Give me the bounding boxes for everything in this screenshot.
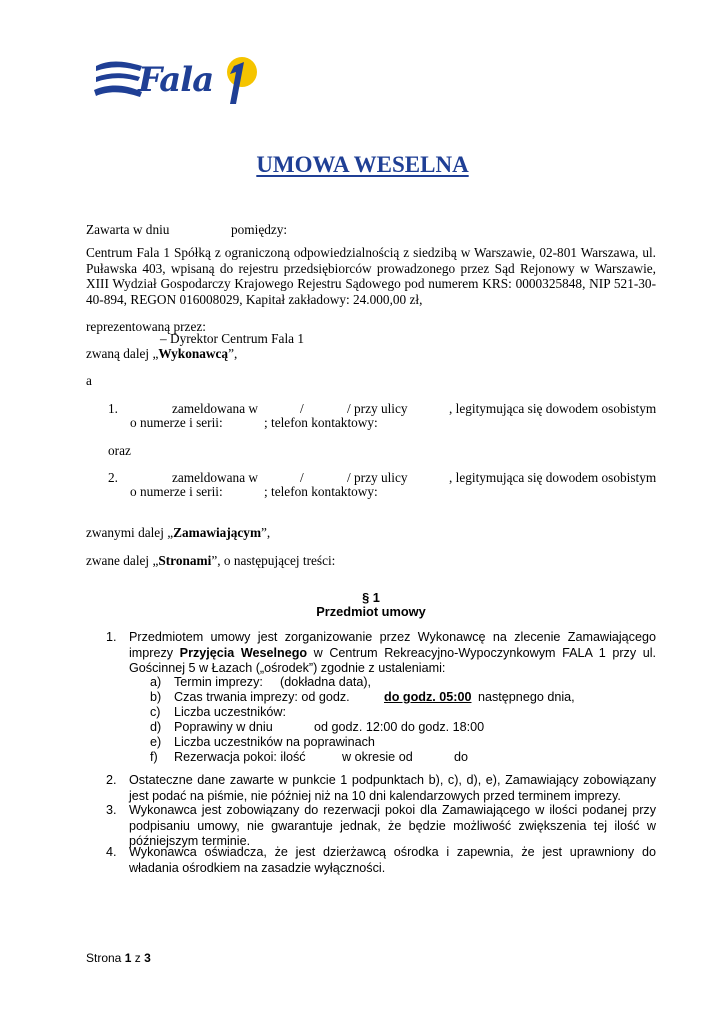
and-text: a bbox=[86, 373, 92, 388]
contractor-definition: zwaną dalej „Wykonawcą”, bbox=[86, 346, 238, 361]
company-description: Centrum Fala 1 Spółką z ograniczoną odpowiedzialnością z siedzibą w Warszawie, 02-801 Warszawa, ul. Puławska 403, wpisaną do rejestru przedsiębiorców prowadzonego przez Sąd Rejonowy w Warszawie, XIII Wydział Gospodarczy Krajowego Rejestru Sądowego pod numerem KRS: 0000325848, NIP 521-30-40-894, REGON 016008029, Kapitał zakładowy: 24.000,00 zł, bbox=[86, 245, 656, 307]
represented-person: – Dyrektor Centrum Fala 1 bbox=[160, 331, 305, 346]
clients-definition: zwanymi dalej „Zamawiającym”, bbox=[86, 525, 271, 540]
document-title: UMOWA WESELNA bbox=[256, 152, 469, 177]
section-number: § 1 bbox=[362, 590, 380, 605]
page-footer: Strona 1 z 3 bbox=[86, 951, 151, 965]
section-heading: Przedmiot umowy bbox=[316, 604, 426, 619]
subitem-b: b) Czas trwania imprezy: od godz. do godz. 05:00 następnego dnia, bbox=[150, 690, 575, 704]
subitem-c: c) Liczba uczestników: bbox=[150, 705, 286, 719]
clause-1: 1. Przedmiotem umowy jest zorganizowanie przez Wykonawcę na zlecenie Zamawiającego imprezy Przyjęcia Weselnego w Centrum Rekreacyjno-Wypoczynkowym FALA 1 przy ul. Gościnnej 5 w Łazach („ośrodek”) zgodnie z ustaleniami: bbox=[106, 630, 657, 675]
oraz-text: oraz bbox=[108, 443, 131, 458]
clause-3: 3. Wykonawca jest zobowiązany do rezerwacji pokoi dla Zamawiającego w ilości podanej przy podpisaniu umowy, nie gwarantuje jednak, że będzie możliwość zwiększenia tej ilość w późniejszym terminie. bbox=[106, 803, 656, 848]
intro-between: pomiędzy: bbox=[231, 222, 288, 237]
intro-date: Zawarta w dniu bbox=[86, 222, 170, 237]
subitem-a: a) Termin imprezy: (dokładna data), bbox=[150, 675, 372, 689]
logo-text: Fala bbox=[138, 60, 214, 100]
subitem-e: e) Liczba uczestników na poprawinach bbox=[150, 735, 375, 749]
subitem-d: d) Poprawiny w dniu od godz. 12:00 do godz. 18:00 bbox=[150, 720, 485, 734]
sides-definition: zwane dalej „Stronami”, o następującej treści: bbox=[86, 553, 336, 568]
subitem-f: f) Rezerwacja pokoi: ilość w okresie od do bbox=[150, 750, 469, 764]
clause-4: 4. Wykonawca oświadcza, że jest dzierżawcą ośrodka i zapewnia, że jest uprawniony do władania ośrodkiem na zasadzie wyłączności. bbox=[106, 845, 656, 875]
represented-label: reprezentowaną przez: bbox=[86, 319, 206, 334]
clause-2: 2. Ostateczne dane zawarte w punkcie 1 podpunktach b), c), d), e), Zamawiający zobowiązany jest podać na piśmie, nie później niż na 10 dni kalendarzowych przed terminem imprezy. bbox=[106, 773, 656, 803]
fala1-logo bbox=[94, 56, 262, 114]
document-page: Fala UMOWA WESELNA Zawarta w dniu pomiędzy: Centrum Fala 1 Spółką z ograniczoną odpowiedzialnością z siedzibą w Warszawie, 02-801 Warszawa, ul. Puławska 403, wpisaną do rejestru przedsiębiorców prowadzonego przez Sąd Rejonowy w Warszawie, XIII Wydział Gospodarczy Krajowego Rejestru Sądowego pod numerem KRS: 0000325848, NIP 521-30-40-894, REGON 016008029, Kapitał zakładowy: 24.000,00 zł, reprezentowaną przez: – Dyrektor Centrum Fala 1 zwaną dalej „Wykonawcą”, a 1. zameldowana w / / przy ulicy , legitymująca się dowodem osobistym o numerze i serii: ; telefon kontaktowy: oraz 2. zameldowana w / / przy ulicy , legitymująca się dowodem osobistym o numerze i serii: ; telefon kontaktowy: zwanymi dalej „Zamawiającym”, zwane dalej „Stronami”, o następującej treści: § 1 Przedmiot umowy 1. Przedmiotem umowy jest zorganizowanie przez Wykonawcę na zlecenie Zamawiającego imprezy Przyjęcia Weselnego w Centrum Rekreacyjno-Wypoczynkowym FALA 1 przy ul. Gościnnej 5 w Łazach („ośrodek”) zgodnie z ustaleniami: a) Termin imprezy: (dokładna data), b) Czas trwania imprezy: od godz. do godz. 05:00 następnego dnia, c) Liczba uczestników: d) Poprawiny w dniu od godz. 12:00 do godz. 18:00 e) Liczba uczestników na poprawinach f) Rezerwacja pokoi: ilość w okresie od do 2. Ostateczne dane zawarte w punkcie 1 podpunktach b), c), d), e), Zamawiający zobowiązany jest podać na piśmie, nie później niż na 10 dni kalendarzowych przed terminem imprezy. 3. Wykonawca jest zobowiązany do rezerwacji pokoi dla Zamawiającego w ilości podanej przy podpisaniu umowy, nie gwarantuje jednak, że będzie możliwość zwiększenia tej ilość w późniejszym terminie. 4. Wykonawca oświadcza, że jest dzierżawcą ośrodka i zapewnia, że jest uprawniony do władania ośrodkiem na zasadzie wyłączności. Strona 1 z 3 bbox=[0, 0, 725, 1024]
